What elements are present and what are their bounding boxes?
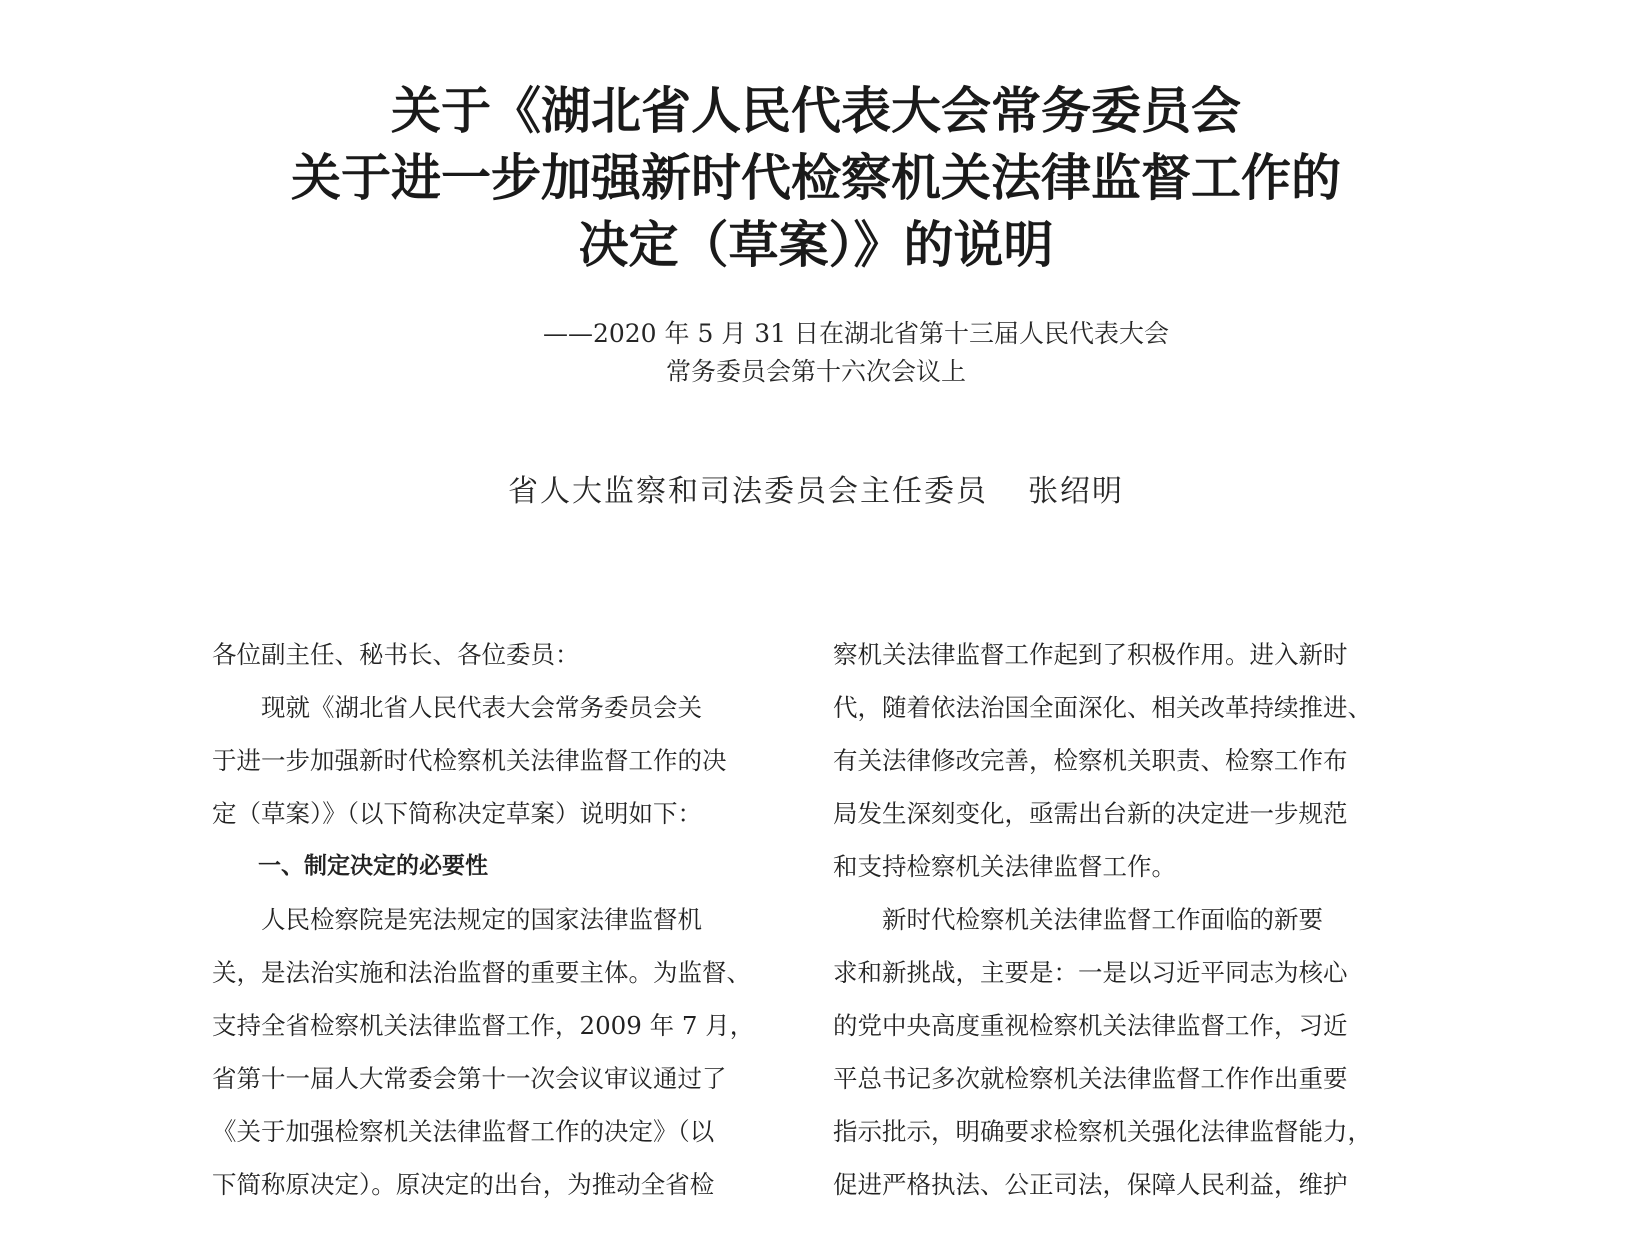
title-line-2: 关于进一步加强新时代检察机关法律监督工作的: [291, 149, 1341, 207]
paragraph-2: 新时代检察机关法律监督工作面临的新要 求和新挑战，主要是：一是以习近平同志为核心 的党中央高度重视检察机关法律监督工作，习近 平总书记多次就检察机关法律监督工作作出重要 指示批示，明确要求检察机关强化法律监督能力， 促进严格执法、公正司法，保障人民利益，维护: [833, 905, 1372, 1199]
title-line-1: 关于《湖北省人民代表大会常务委员会: [391, 82, 1241, 140]
author-name: 张绍明: [1028, 474, 1124, 509]
subtitle-line-2: 常务委员会第十六次会议上: [665, 357, 966, 386]
body-column-right: [833, 628, 1398, 1211]
document-subtitle: [0, 315, 1632, 391]
subtitle-line-1: ——2020 年 5 月 31 日在湖北省第十三届人民代表大会: [542, 319, 1170, 348]
intro-paragraph: 现就《湖北省人民代表大会常务委员会关 于进一步加强新时代检察机关法律监督工作的决 定（草案）》（以下简称决定草案）说明如下：: [212, 693, 727, 828]
paragraph-1-continued: 察机关法律监督工作起到了积极作用。进入新时 代，随着依法治国全面深化、相关改革持续推进、 有关法律修改完善，检察机关职责、检察工作布 局发生深刻变化，亟需出台新的决定进一步规范 和支持检察机关法律监督工作。: [833, 640, 1372, 881]
section-heading-1: 一、制定决定的必要性: [258, 853, 488, 879]
body-column-left: [212, 628, 777, 1211]
title-line-3: 决定（草案）》的说明: [578, 216, 1054, 274]
document-title: [0, 78, 1632, 279]
salutation: 各位副主任、秘书长、各位委员：: [212, 640, 580, 669]
author-line: [0, 466, 1632, 510]
paragraph-1: 人民检察院是宪法规定的国家法律监督机 关，是法治实施和法治监督的重要主体。为监督、 支持全省检察机关法律监督工作，2009 年 7 月， 省第十一届人大常委会第十一次会议审议通过了 《关于加强检察机关法律监督工作的决定》（以 下简称原决定）。原决定的出台，为推动全省检: [212, 905, 755, 1199]
author-position: 省人大监察和司法委员会主任委员: [508, 474, 988, 509]
